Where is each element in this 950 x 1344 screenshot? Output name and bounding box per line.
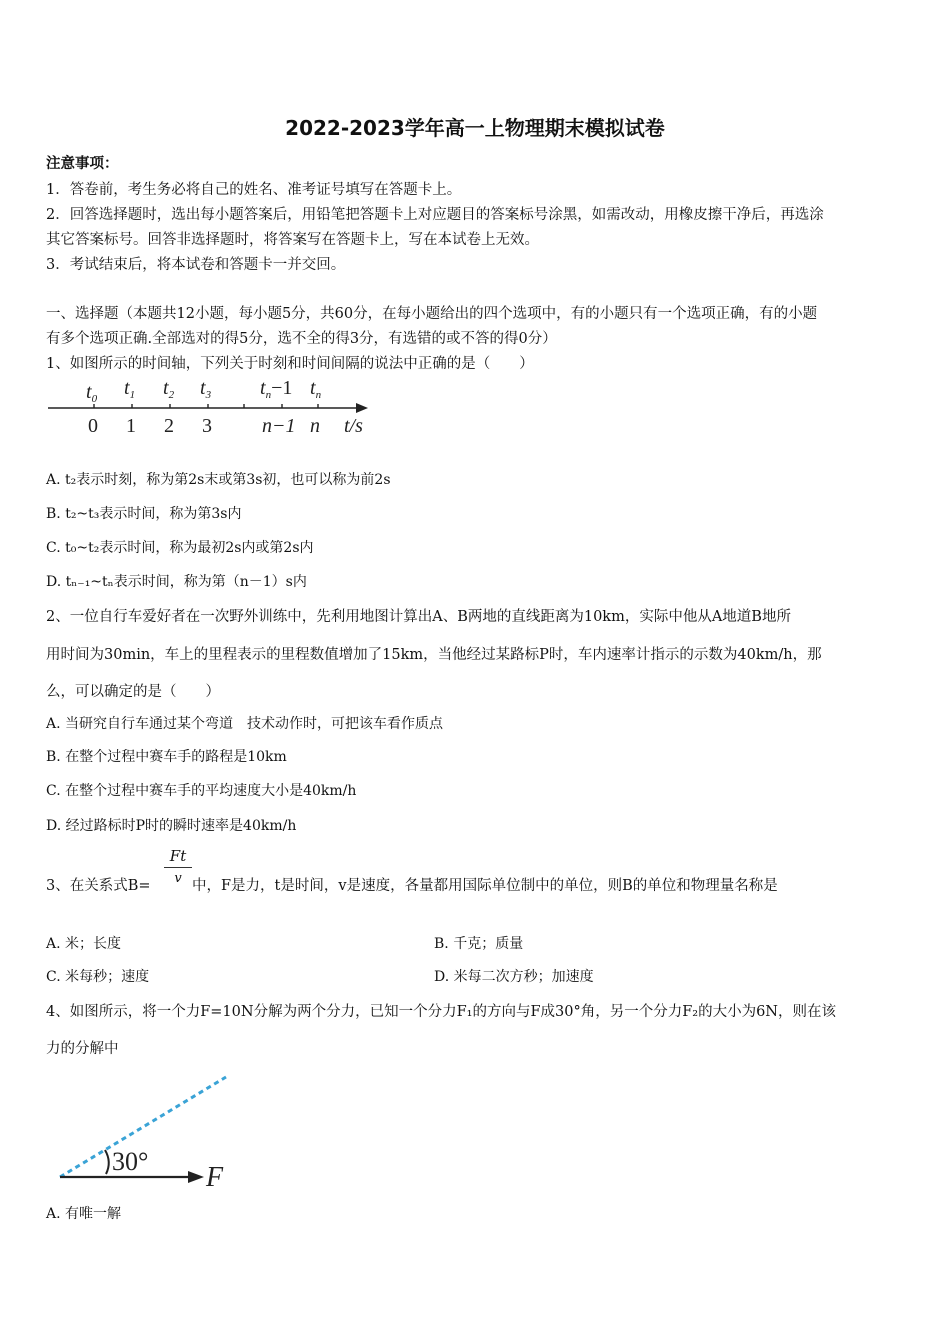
section-heading-line-2: 有多个选项正确.全部选对的得5分，选不全的得3分，有选错的或不答的得0分） <box>46 331 557 347</box>
q2-option-a: A. 当研究自行车通过某个弯道 技术动作时，可把该车看作质点 <box>46 716 444 732</box>
notice-item-2: 2．回答选择题时，选出每小题答案后，用铅笔把答题卡上对应题目的答案标号涂黑，如需改动，用橡皮擦干净后，再选涂 <box>46 207 824 223</box>
axis-top-label-t2: t <box>163 377 169 399</box>
q3-fraction-denominator: v <box>174 871 182 886</box>
q3-stem-prefix: 3、在关系式B= <box>46 878 151 894</box>
notice-item-1: 1．答卷前，考生务必将自己的姓名、准考证号填写在答题卡上。 <box>46 182 462 198</box>
axis-bottom-label-1: 1 <box>126 415 136 437</box>
notice-item-3: 3．考试结束后，将本试卷和答题卡一并交回。 <box>46 257 346 273</box>
force-label: F <box>206 1162 224 1193</box>
axis-bottom-label-0: 0 <box>88 415 98 437</box>
q1-option-d: D. tₙ₋₁~tₙ表示时间，称为第（n－1）s内 <box>46 574 307 590</box>
axis-top-label-tn: t <box>260 377 266 399</box>
q3-option-a: A. 米；长度 <box>46 936 122 952</box>
q3-stem-suffix: 中，F是力，t是时间，v是速度，各量都用国际单位制中的单位，则B的单位和物理量名称是 <box>192 878 778 894</box>
svg-text:tn: $t_n$ <box>310 377 322 401</box>
notice-heading: 注意事项： <box>46 155 119 172</box>
q1-stem: 1、如图所示的时间轴，下列关于时刻和时间间隔的说法中正确的是（ ） <box>46 356 534 372</box>
axis-top-label-t0: t <box>86 381 92 403</box>
q3-fraction <box>164 847 192 886</box>
angle-label: 30° <box>112 1147 149 1176</box>
axis-top-label-t1: t <box>124 377 130 399</box>
q1-time-axis-figure <box>46 374 386 444</box>
axis-bottom-label-n-1: n−1 <box>262 415 296 437</box>
q2-stem-line-1: 2、一位自行车爱好者在一次野外训练中，先利用地图计算出A、B两地的直线距离为10km，实际中他从A地道B地所 <box>46 609 791 625</box>
q3-option-c: C. 米每秒；速度 <box>46 969 150 985</box>
q2-stem-line-3: 么，可以确定的是（ ） <box>46 684 220 700</box>
q1-option-b: B. t₂~t₃表示时间，称为第3s内 <box>46 506 242 522</box>
q4-stem-line-2: 力的分解中 <box>46 1041 119 1057</box>
q4-stem-line-1: 4、如图所示，将一个力F=10N分解为两个分力，已知一个分力F₁的方向与F成30°角，另一个分力F₂的大小为6N，则在该 <box>46 1004 836 1020</box>
q2-option-d: D. 经过路标时P时的瞬时速率是40km/h <box>46 818 297 834</box>
axis-top-label-t3: t <box>200 377 206 399</box>
section-heading-line-1: 一、选择题（本题共12小题，每小题5分，共60分，在每小题给出的四个选项中，有的小题只有一个选项正确，有的小题 <box>46 306 818 322</box>
axis-bottom-label-n: n <box>310 415 320 437</box>
q3-option-b: B. 千克；质量 <box>434 936 524 952</box>
q2-stem-line-2: 用时间为30min，车上的里程表示的里程数值增加了15km，当他经过某路标P时，车内速率计指示的示数为40km/h，那 <box>46 647 822 663</box>
axis-bottom-label-3: 3 <box>202 415 212 437</box>
axis-bottom-label-2: 2 <box>164 415 174 437</box>
page-title: 2022-2023学年高一上物理期末模拟试卷 <box>285 116 665 140</box>
svg-text:t0: $t_0$ <box>86 381 98 405</box>
axis-top-label-tn-last: t <box>310 377 316 399</box>
q3-fraction-numerator: Ft <box>164 847 192 868</box>
q3-option-d: D. 米每二次方秒；加速度 <box>434 969 594 985</box>
q1-option-a: A. t₂表示时刻，称为第2s末或第3s初，也可以称为前2s <box>46 472 391 488</box>
svg-text:t3: $t_3$ <box>200 377 212 401</box>
q2-option-c: C. 在整个过程中赛车手的平均速度大小是40km/h <box>46 783 357 799</box>
svg-text:tn−1: $t_n-1$ <box>260 377 293 401</box>
q2-option-b: B. 在整个过程中赛车手的路程是10km <box>46 749 287 765</box>
svg-text:t2: $t_2$ <box>163 377 175 401</box>
q4-force-figure <box>50 1070 250 1195</box>
q1-option-c: C. t₀~t₂表示时间，称为最初2s内或第2s内 <box>46 540 314 556</box>
svg-text:t1: $t_1$ <box>124 377 136 401</box>
axis-unit-label: t/s <box>344 415 363 437</box>
q4-option-a: A. 有唯一解 <box>46 1206 122 1222</box>
notice-item-2-cont: 其它答案标号。回答非选择题时，将答案写在答题卡上，写在本试卷上无效。 <box>46 232 539 248</box>
